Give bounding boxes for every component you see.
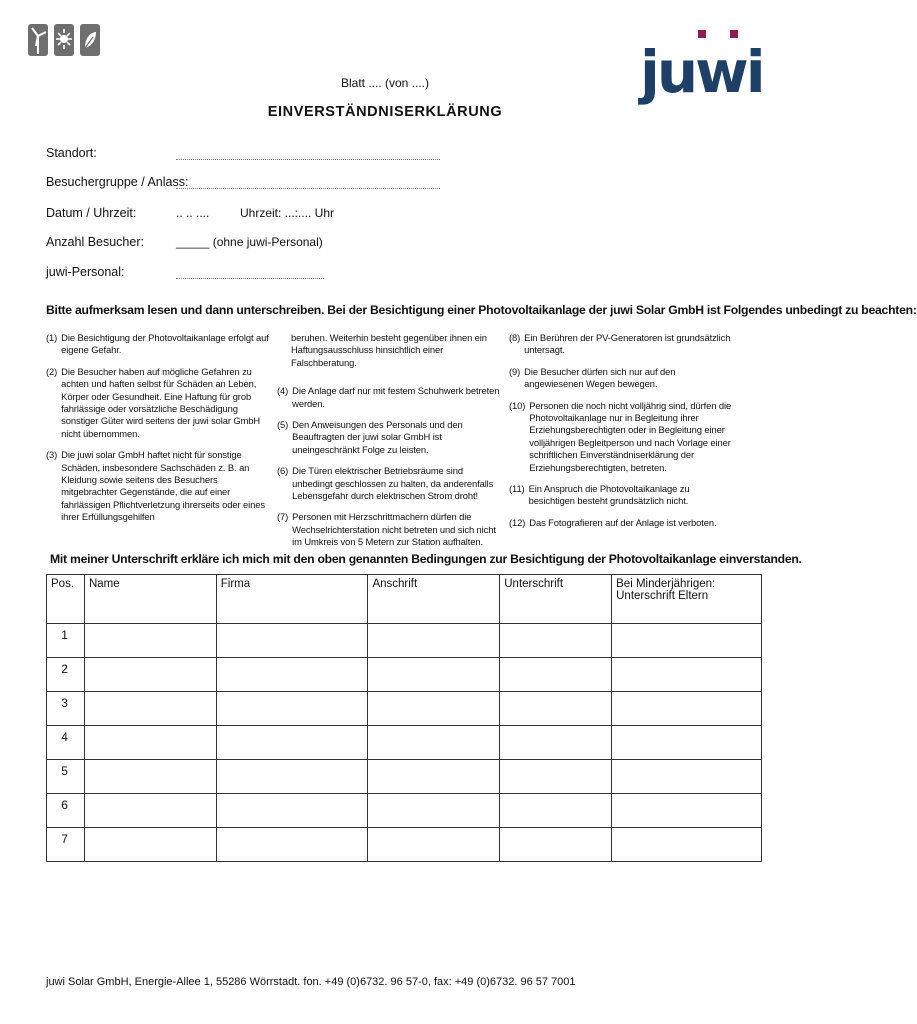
firma-cell[interactable]: [216, 794, 368, 828]
row-number: 7: [47, 828, 85, 862]
header-icons: [28, 24, 100, 56]
rule-item: [277, 419, 501, 456]
standort-field[interactable]: [176, 159, 440, 160]
rule-number: (12): [509, 516, 526, 528]
firma-cell[interactable]: [216, 760, 368, 794]
anschrift-cell[interactable]: [368, 692, 500, 726]
firma-cell[interactable]: [216, 726, 368, 760]
datum-field[interactable]: .. .. ....: [176, 206, 210, 220]
rule-text: beruhen. Weiterhin besteht gegenüber ihnen ein Haftungsausschluss hinsichtlich einer Falschberatung.: [291, 332, 487, 368]
rule-text: Die Anlage darf nur mit festem Schuhwerk betreten werden.: [292, 385, 500, 409]
firma-cell[interactable]: [216, 658, 368, 692]
anzahl-label: Anzahl Besucher:: [46, 235, 144, 249]
unterschrift-cell[interactable]: [500, 658, 612, 692]
rule-number: (7): [277, 511, 289, 523]
table-row: [47, 658, 762, 692]
eltern-cell[interactable]: [612, 794, 762, 828]
rule-item: [277, 511, 501, 548]
column-header-anschrift: Anschrift: [368, 575, 500, 624]
column-header-name: Name: [84, 575, 216, 624]
column-header-firma: Firma: [216, 575, 368, 624]
unterschrift-cell[interactable]: [500, 760, 612, 794]
rule-number: (3): [46, 449, 58, 461]
wind-turbine-icon: [28, 24, 48, 56]
rule-number: (5): [277, 419, 289, 431]
signature-statement: Mit meiner Unterschrift erkläre ich mich mit den oben genannten Bedingungen zur Besichtigung der Photovoltaikanlage einverstanden.: [50, 552, 802, 566]
name-cell[interactable]: [84, 794, 216, 828]
row-number: 2: [47, 658, 85, 692]
footer-address: juwi Solar GmbH, Energie-Allee 1, 55286 Wörrstadt. fon. +49 (0)6732. 96 57-0, fax: +49 (0)6732. 96 57 7001: [46, 976, 576, 988]
rule-text: Die Besucher dürfen sich nur auf den angewiesenen Wegen bewegen.: [524, 365, 676, 390]
rule-item: [46, 366, 270, 440]
rule-text: Den Anweisungen des Personals und den Beauftragten der juwi solar GmbH ist uneingeschränkt Folge zu leisten.: [292, 419, 463, 455]
eltern-cell[interactable]: [612, 726, 762, 760]
anschrift-cell[interactable]: [368, 794, 500, 828]
rule-item: [509, 400, 737, 474]
name-cell[interactable]: [84, 692, 216, 726]
row-number: 5: [47, 760, 85, 794]
name-cell[interactable]: [84, 624, 216, 658]
rule-item: [509, 332, 737, 357]
name-cell[interactable]: [84, 828, 216, 862]
besuchergruppe-field[interactable]: [176, 188, 440, 189]
rule-number: (11): [509, 483, 525, 495]
firma-cell[interactable]: [216, 828, 368, 862]
unterschrift-cell[interactable]: [500, 794, 612, 828]
table-row: [47, 794, 762, 828]
rule-number: (10): [509, 399, 526, 411]
datum-label: Datum / Uhrzeit:: [46, 206, 137, 220]
anzahl-field[interactable]: _____ (ohne juwi-Personal): [176, 235, 323, 249]
sun-icon: [54, 24, 74, 56]
table-header-row: [47, 575, 762, 624]
row-number: 4: [47, 726, 85, 760]
svg-text:juwi: juwi: [640, 38, 763, 106]
table-row: [47, 760, 762, 794]
rule-text: Das Fotografieren auf der Anlage ist verboten.: [529, 516, 717, 528]
anschrift-cell[interactable]: [368, 726, 500, 760]
rule-text: Ein Berühren der PV-Generatoren ist grundsätzlich untersagt.: [524, 332, 731, 356]
sheet-number: Blatt .... (von ....): [340, 76, 430, 90]
rule-item: [509, 517, 737, 529]
column-header-unterschrift: Unterschrift: [500, 575, 612, 624]
anschrift-cell[interactable]: [368, 624, 500, 658]
rule-item: [509, 483, 737, 508]
page-title: EINVERSTÄNDNISERKLÄRUNG: [267, 104, 503, 120]
name-cell[interactable]: [84, 760, 216, 794]
personal-field[interactable]: [176, 278, 324, 279]
column-header-minderjaehrig: Bei Minderjährigen: Unterschrift Eltern: [612, 575, 762, 624]
rule-item: [509, 366, 737, 391]
column-header-pos: Pos.: [47, 575, 85, 624]
row-number: 1: [47, 624, 85, 658]
rules-column-3: [509, 332, 737, 538]
rules-column-2: [277, 332, 501, 558]
row-number: 6: [47, 794, 85, 828]
rule-item: [277, 385, 501, 410]
rule-number: (1): [46, 332, 58, 343]
unterschrift-cell[interactable]: [500, 692, 612, 726]
unterschrift-cell[interactable]: [500, 624, 612, 658]
unterschrift-cell[interactable]: [500, 828, 612, 862]
intro-text: Bitte aufmerksam lesen und dann unterschreiben. Bei der Besichtigung einer Photovoltaikanlage der juwi Solar GmbH ist Folgendes unbedingt zu beachten:: [46, 303, 917, 317]
rule-text: Die juwi solar GmbH haftet nicht für sonstige Schäden, insbesondere Sachschäden z. B. an Kleidung sowie seitens des Besuchers mitgebrachter Gegenstände, die auf einer fahrlässigen Pflichtverletzung ihrerseits oder eines ihrer Erfüllungsgehilfen: [61, 449, 265, 523]
rule-text: Die Besichtigung der Photovoltaikanlage erfolgt auf eigene Gefahr.: [61, 332, 269, 356]
rule-item: [46, 449, 270, 523]
eltern-cell[interactable]: [612, 624, 762, 658]
table-row: [47, 624, 762, 658]
rule-number: (4): [277, 385, 289, 397]
eltern-cell[interactable]: [612, 760, 762, 794]
leaf-icon: [80, 24, 100, 56]
rule-text: Personen die noch nicht volljährig sind, dürfen die Photovoltaikanlage nur in Begleitung ihrer Erziehungsberechtigten oder in Begleitung einer volljährigen Begleitperson und nach Vorlage einer schriftlichen Einverständniserklärung der Erziehungsberechtigten, betreten.: [529, 399, 732, 473]
firma-cell[interactable]: [216, 692, 368, 726]
standort-label: Standort:: [46, 146, 97, 160]
besuchergruppe-label: Besuchergruppe / Anlass:: [46, 175, 189, 189]
rule-text: Die Türen elektrischer Betriebsräume sind unbedingt geschlossen zu halten, da anderenfalls Lebensgefahr durch elektrischen Strom droht!: [292, 465, 494, 502]
rule-number: (6): [277, 465, 289, 477]
rule-text: Die Besucher haben auf mögliche Gefahren zu achten und haften selbst für Schäden an Leben, Körper oder Gesundheit. Eine Haftung für grob fahrlässige oder vorsätzliche Beschädigung sonstiger Güter wird seitens der juwi solar GmbH nicht übernommen.: [61, 365, 261, 439]
rule-text: Ein Anspruch die Photovoltaikanlage zu besichtigen besteht grundsätzlich nicht.: [528, 483, 690, 507]
signature-table: [46, 574, 762, 862]
rule-continuation: [277, 332, 501, 369]
unterschrift-cell[interactable]: [500, 726, 612, 760]
rule-number: (9): [509, 365, 521, 377]
rule-number: (2): [46, 365, 58, 377]
eltern-cell[interactable]: [612, 658, 762, 692]
table-row: [47, 828, 762, 862]
rule-item: [46, 332, 270, 357]
uhrzeit-field[interactable]: Uhrzeit: ...:.... Uhr: [240, 206, 335, 220]
anschrift-cell[interactable]: [368, 760, 500, 794]
rules-column-1: [46, 332, 270, 533]
firma-cell[interactable]: [216, 624, 368, 658]
rule-text: Personen mit Herzschrittmachern dürfen die Wechselrichterstation nicht betreten und sich nicht im Umkreis von 5 Metern zur Station aufhalten.: [292, 511, 496, 548]
anschrift-cell[interactable]: [368, 658, 500, 692]
eltern-cell[interactable]: [612, 692, 762, 726]
personal-label: juwi-Personal:: [46, 265, 125, 279]
name-cell[interactable]: [84, 726, 216, 760]
rule-item: [277, 465, 501, 502]
row-number: 3: [47, 692, 85, 726]
name-cell[interactable]: [84, 658, 216, 692]
anschrift-cell[interactable]: [368, 828, 500, 862]
table-row: [47, 692, 762, 726]
table-row: [47, 726, 762, 760]
rule-number: (8): [509, 332, 521, 343]
eltern-cell[interactable]: [612, 828, 762, 862]
